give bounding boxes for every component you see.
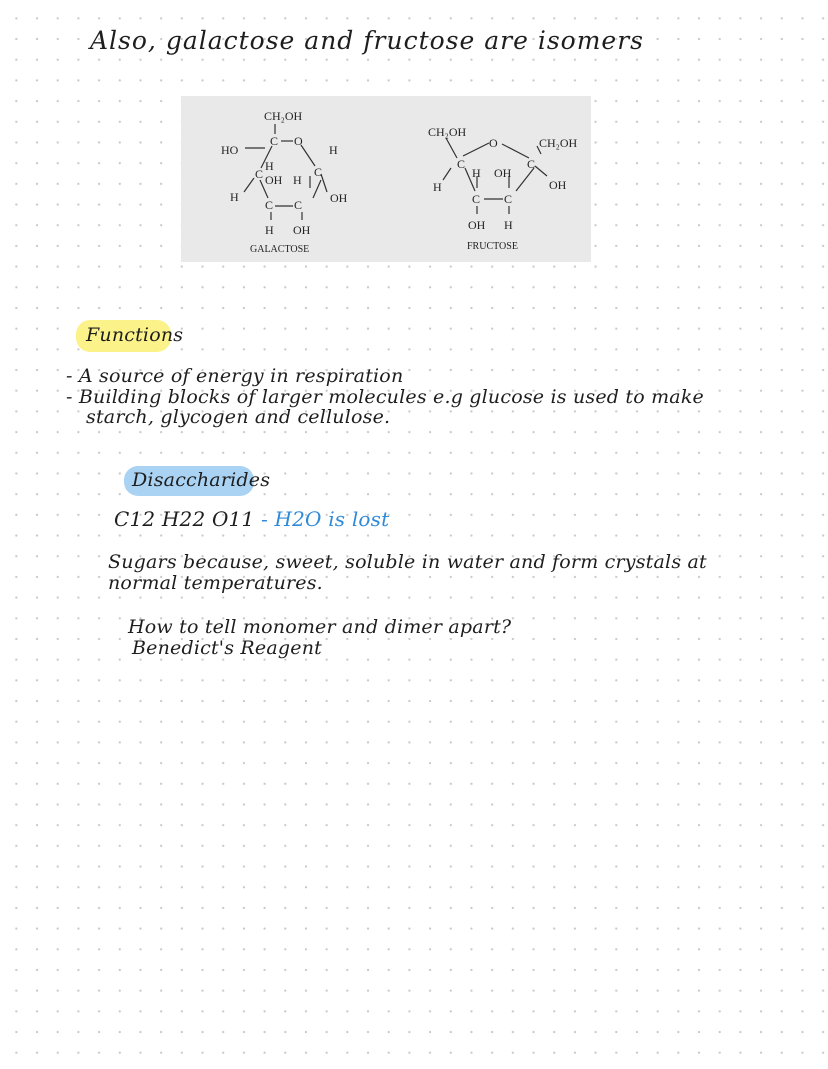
- question-line: How to tell monomer and dimer apart?: [128, 616, 512, 638]
- galactose-name: GALACTOSE: [250, 244, 310, 255]
- fructose-label-0: CH₂OH: [428, 125, 467, 139]
- galactose-label-0: CH₂OH: [264, 109, 303, 123]
- fructose-label-4: C: [527, 157, 536, 171]
- fructose-label-7: OH: [494, 166, 512, 180]
- functions-bullet-2-continued: starch, glycogen and cellulose.: [86, 406, 391, 428]
- functions-bullet-2: - Building blocks of larger molecules e.g glucose is used to make: [66, 386, 704, 408]
- galactose-label-14: H: [265, 223, 274, 237]
- galactose-label-6: C: [255, 167, 264, 181]
- fructose-label-6: H: [472, 166, 481, 180]
- formula-main: C12 H22 O11: [114, 507, 255, 531]
- answer-line: Benedict's Reagent: [132, 637, 322, 659]
- fructose-label-8: OH: [549, 178, 567, 192]
- structure-diagram: [181, 96, 591, 262]
- fructose-label-10: C: [504, 192, 513, 206]
- fructose-label-3: C: [457, 157, 466, 171]
- fructose-label-2: CH₂OH: [539, 136, 578, 150]
- galactose-label-4: H: [329, 143, 338, 157]
- disaccharide-formula: [114, 507, 389, 531]
- galactose-label-3: HO: [221, 143, 239, 157]
- galactose-label-1: C: [270, 134, 279, 148]
- galactose-label-9: C: [314, 165, 323, 179]
- galactose-label-15: OH: [293, 223, 311, 237]
- galactose-label-8: H: [293, 173, 302, 187]
- galactose-label-2: O: [294, 134, 303, 148]
- formula-water-lost: - H2O is lost: [260, 507, 390, 531]
- galactose-label-11: OH: [330, 191, 348, 205]
- fructose-name: FRUCTOSE: [467, 241, 518, 252]
- sugars-line-1: Sugars because, sweet, soluble in water and form crystals at: [108, 551, 707, 573]
- galactose-label-13: C: [294, 198, 303, 212]
- functions-heading: Functions: [86, 324, 184, 346]
- fructose-label-9: C: [472, 192, 481, 206]
- functions-bullet-1: - A source of energy in respiration: [66, 365, 404, 387]
- sugars-line-2: normal temperatures.: [108, 572, 323, 594]
- galactose-label-12: C: [265, 198, 274, 212]
- fructose-label-12: H: [504, 218, 513, 232]
- fructose-label-5: H: [433, 180, 442, 194]
- disaccharides-heading: Disaccharides: [132, 469, 271, 491]
- fructose-label-11: OH: [468, 218, 486, 232]
- fructose-label-1: O: [489, 136, 498, 150]
- galactose-label-7: OH: [265, 173, 283, 187]
- galactose-label-5: H: [265, 159, 274, 173]
- page-title: Also, galactose and fructose are isomers: [90, 26, 644, 55]
- galactose-label-10: H: [230, 190, 239, 204]
- sugar-structures-figure: [181, 96, 591, 262]
